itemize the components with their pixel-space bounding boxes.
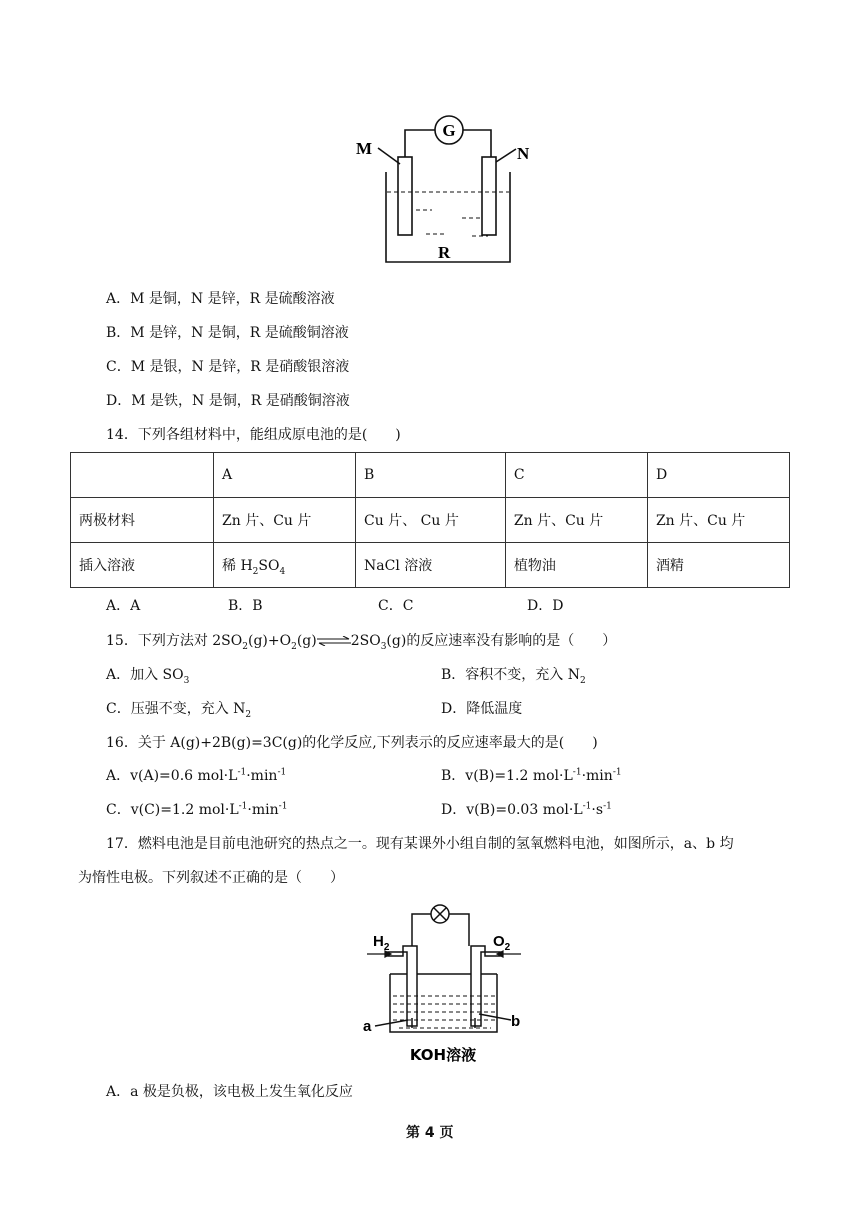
electrode-a-label: a	[363, 1018, 372, 1035]
q14-option-b: B．B	[228, 598, 263, 614]
electrode-b-label: b	[511, 1013, 521, 1030]
q16-option-b: B．v(B)=1.2 $mol\cdot L^{-1}\cdot\min^{-1}$	[441, 767, 622, 784]
h2-label: $H_2$	[373, 933, 390, 953]
table-cell: Zn 片、Cu 片	[647, 498, 789, 543]
table-cell	[214, 543, 356, 588]
koh-caption: KOH溶液	[409, 1046, 477, 1064]
table-row	[71, 498, 790, 543]
table-cell: B	[356, 453, 506, 498]
q14-option-c: C．C	[378, 598, 414, 614]
q15-option-c: C．压强不变，充入 $N_2$	[106, 701, 252, 720]
q15-option-b: B．容积不变，充入 $N_2$	[441, 667, 586, 686]
subscript: 2	[252, 566, 259, 577]
table-cell: 酒精	[647, 543, 789, 588]
table-row	[71, 543, 790, 588]
table-cell: D	[647, 453, 789, 498]
table-cell: Zn 片、Cu 片	[214, 498, 356, 543]
table-cell: 插入溶液	[71, 543, 214, 588]
q15-stem-rest: 的反应速率没有影响的是（ ）	[406, 633, 617, 649]
q15-option-d: D．降低温度	[441, 701, 523, 717]
subscript: 4	[279, 566, 286, 577]
table-cell: C	[505, 453, 647, 498]
table-header-row	[71, 453, 790, 498]
galvanic-cell-figure	[350, 112, 540, 270]
fuel-cell-figure	[355, 900, 525, 1070]
q15-stem-lead: 15．下列方法对 2SO	[106, 633, 243, 649]
galvanometer-label: G	[442, 121, 456, 140]
table-cell: Zn 片、Cu 片	[505, 498, 647, 543]
q14-table	[70, 452, 790, 588]
q15-option-a: A．加入 $SO_3$	[106, 667, 190, 686]
cell-text: SO	[258, 558, 280, 574]
solution-r-label: R	[438, 243, 451, 262]
q13-option-d: D．M 是铁，N 是铜，R 是硝酸铜溶液	[106, 393, 350, 409]
q17-option-a: A．a 极是负极，该电极上发生氧化反应	[106, 1084, 353, 1100]
table-cell: Cu 片、 Cu 片	[356, 498, 506, 543]
q13-option-c: C．M 是银，N 是锌，R 是硝酸银溶液	[106, 359, 350, 375]
table-cell: NaCl 溶液	[356, 543, 506, 588]
q16-stem: 16．关于 A(g)+2B(g)=3C(g)的化学反应,下列表示的反应速率最大的是( )	[106, 735, 598, 751]
o2-label: $O_2$	[493, 933, 511, 953]
table-cell: 两极材料	[71, 498, 214, 543]
table-cell: 植物油	[505, 543, 647, 588]
q14-option-a: A．A	[106, 598, 141, 614]
page-number: 第 4 页	[406, 1125, 454, 1141]
q15-stem: 15．下列方法对 $2SO_2(g)+O_2(g)$ $2SO_3(g)$的反应速率没有影响的是（ ）	[106, 633, 617, 652]
table-cell	[71, 453, 214, 498]
equilibrium-arrow-icon	[317, 636, 351, 646]
electrode-n-label: N	[517, 144, 530, 163]
q13-option-b: B．M 是锌，N 是铜，R 是硫酸铜溶液	[106, 325, 349, 341]
q16-option-a: A．v(A)=0.6 $mol\cdot L^{-1}\cdot\min^{-1}$	[106, 767, 287, 784]
electrode-m-label: M	[356, 139, 373, 158]
q16-option-d: D．v(B)=0.03 $mol\cdot L^{-1}\cdot s^{-1}$	[441, 801, 612, 818]
q17-stem-line2: 为惰性电极。下列叙述不正确的是（ ）	[78, 870, 344, 886]
table-cell: A	[214, 453, 356, 498]
q16-option-c: C．v(C)=1.2 $mol\cdot L^{-1}\cdot\min^{-1}$	[106, 801, 288, 818]
q14-option-d: D．D	[527, 598, 564, 614]
q14-stem: 14．下列各组材料中，能组成原电池的是( )	[106, 427, 401, 443]
cell-text: 稀 H	[222, 558, 253, 574]
q17-stem-line1: 17．燃料电池是目前电池研究的热点之一。现有某课外小组自制的氢氧燃料电池，如图所示，a、b 均	[106, 836, 734, 852]
q13-option-a: A．M 是铜，N 是锌，R 是硫酸溶液	[106, 291, 335, 307]
